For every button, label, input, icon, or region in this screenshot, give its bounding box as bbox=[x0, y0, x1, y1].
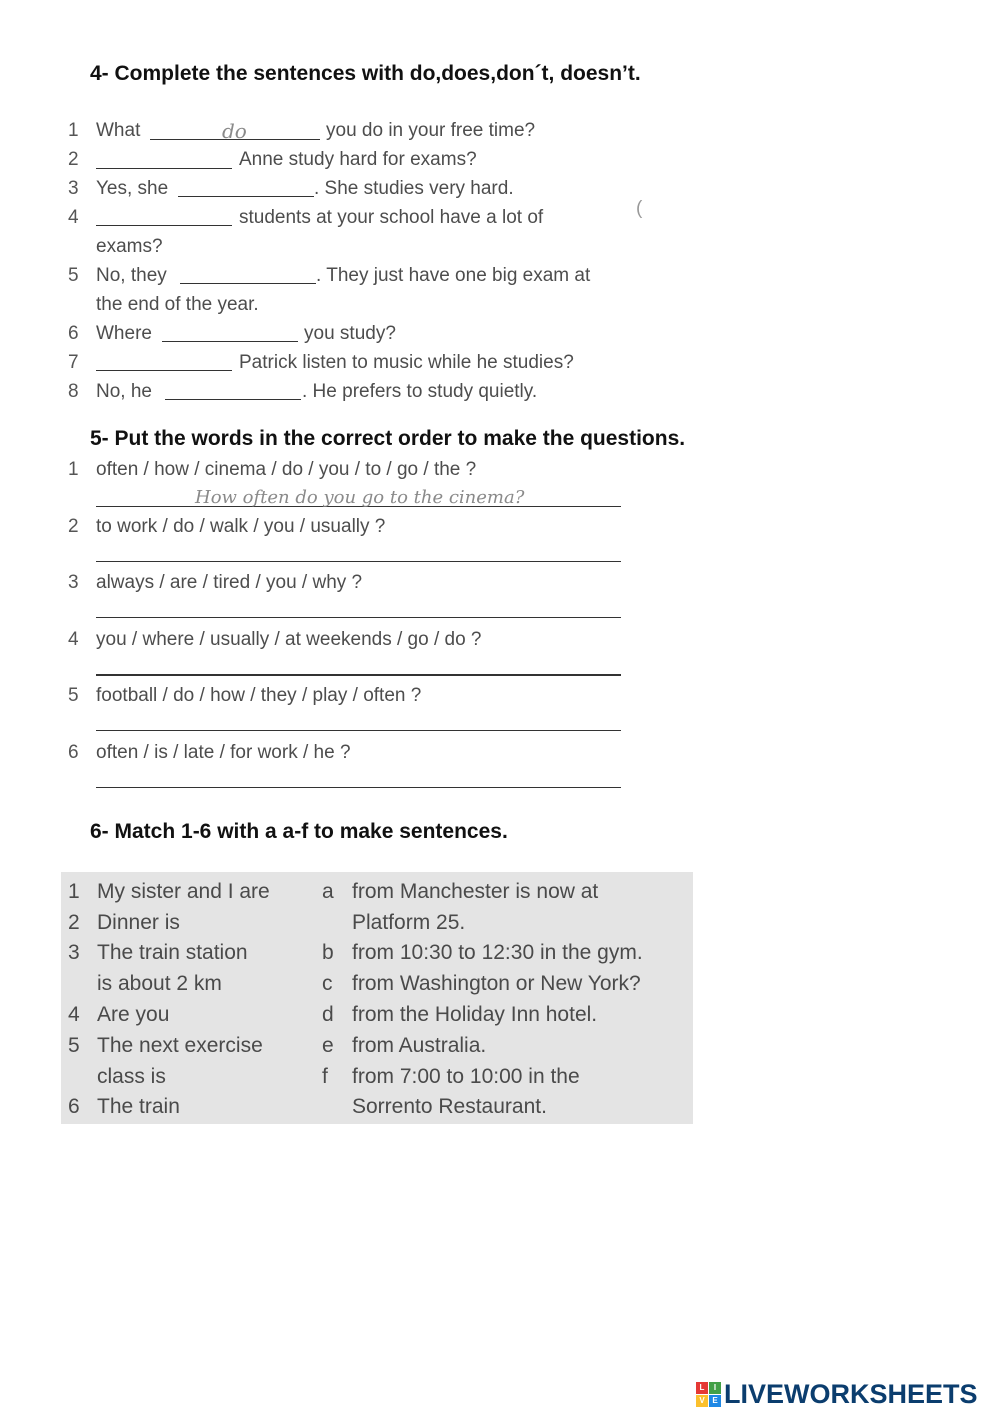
ex4-item-text: Where bbox=[96, 323, 152, 344]
ex5-words: to work / do / walk / you / usually ? bbox=[96, 516, 386, 537]
match-right-letter: a bbox=[322, 880, 334, 903]
ex5-answer-line-3[interactable] bbox=[96, 617, 621, 618]
ex4-item-number: 6 bbox=[68, 323, 79, 344]
ex4-item-text: Yes, she bbox=[96, 178, 169, 199]
ex4-item-text: Patrick listen to music while he studies? bbox=[239, 352, 574, 373]
ex4-blank-5[interactable] bbox=[180, 283, 316, 284]
match-left-number: 2 bbox=[68, 911, 80, 934]
logo-text: LIVEWORKSHEETS bbox=[724, 1379, 978, 1409]
exercise-6-title: 6- Match 1-6 with a a-f to make sentences. bbox=[90, 820, 508, 843]
ex4-item-continuation: the end of the year. bbox=[96, 294, 259, 315]
match-right-text: from 10:30 to 12:30 in the gym. bbox=[352, 941, 643, 964]
ex4-blank-2[interactable] bbox=[96, 168, 232, 169]
ex5-words: football / do / how / they / play / often ? bbox=[96, 685, 422, 706]
match-left-text: The train bbox=[97, 1095, 180, 1118]
match-left-number: 1 bbox=[68, 880, 80, 903]
logo-letter-v: V bbox=[696, 1395, 708, 1407]
ex4-blank-7[interactable] bbox=[96, 370, 232, 371]
match-right-letter: d bbox=[322, 1003, 334, 1026]
ex4-item-text: No, they bbox=[96, 265, 167, 286]
exercise-5-title: 5- Put the words in the correct order to make the questions. bbox=[90, 427, 686, 450]
match-right-letter: e bbox=[322, 1034, 334, 1057]
match-left-text-cont: class is bbox=[97, 1065, 166, 1088]
ex5-answer-line-6[interactable] bbox=[96, 787, 621, 788]
match-right-text: from the Holiday Inn hotel. bbox=[352, 1003, 598, 1026]
match-right-text-cont: Sorrento Restaurant. bbox=[352, 1095, 547, 1118]
ex4-item-number: 1 bbox=[68, 120, 79, 141]
match-left-text: Are you bbox=[97, 1003, 170, 1026]
match-left-number: 3 bbox=[68, 941, 80, 964]
match-right-text: from Manchester is now at bbox=[352, 880, 599, 903]
ex5-item-number: 2 bbox=[68, 516, 79, 537]
ex5-answer-line-5[interactable] bbox=[96, 730, 621, 731]
match-left-number: 4 bbox=[68, 1003, 80, 1026]
ex4-item-text: What bbox=[96, 120, 141, 141]
liveworksheets-logo bbox=[696, 1379, 978, 1410]
match-left-number: 5 bbox=[68, 1034, 80, 1057]
ex5-words: you / where / usually / at weekends / go / do ? bbox=[96, 629, 482, 650]
ex5-words: often / how / cinema / do / you / to / go / the ? bbox=[96, 459, 477, 480]
ex5-item-number: 3 bbox=[68, 572, 79, 593]
match-left-text-cont: is about 2 km bbox=[97, 972, 222, 995]
ex5-words: always / are / tired / you / why ? bbox=[96, 572, 363, 593]
ex4-item-text: No, he bbox=[96, 381, 152, 402]
ex4-item-text: . He prefers to study quietly. bbox=[302, 381, 538, 402]
ex4-blank-6[interactable] bbox=[162, 341, 298, 342]
ex5-answer-1: How often do you go to the cinema? bbox=[195, 487, 525, 508]
ex4-item-text: . They just have one big exam at bbox=[316, 265, 591, 286]
logo-letter-i: I bbox=[709, 1382, 721, 1394]
match-right-letter: b bbox=[322, 941, 334, 964]
match-left-text: My sister and I are bbox=[97, 880, 270, 903]
ex5-words: often / is / late / for work / he ? bbox=[96, 742, 351, 763]
ex4-item-number: 7 bbox=[68, 352, 79, 373]
match-left-number: 6 bbox=[68, 1095, 80, 1118]
match-right-text: from Australia. bbox=[352, 1034, 487, 1057]
ex4-item-text: . She studies very hard. bbox=[314, 178, 514, 199]
match-left-text: Dinner is bbox=[97, 911, 180, 934]
ex4-blank-8[interactable] bbox=[165, 399, 301, 400]
ex4-item-number: 2 bbox=[68, 149, 79, 170]
match-right-text: from 7:00 to 10:00 in the bbox=[352, 1065, 580, 1088]
ex4-item-number: 4 bbox=[68, 207, 79, 228]
logo-grid-icon bbox=[696, 1382, 721, 1407]
match-right-text-cont: Platform 25. bbox=[352, 911, 466, 934]
ex4-item-text: Anne study hard for exams? bbox=[239, 149, 477, 170]
logo-letter-e: E bbox=[709, 1395, 721, 1407]
ex4-item-text: you study? bbox=[304, 323, 396, 344]
ex4-item-number: 3 bbox=[68, 178, 79, 199]
match-right-letter: f bbox=[322, 1065, 328, 1088]
exercise-4-title: 4- Complete the sentences with do,does,don´t, doesn’t. bbox=[90, 62, 641, 85]
ex4-item-continuation: exams? bbox=[96, 236, 163, 257]
ex5-item-number: 4 bbox=[68, 629, 79, 650]
ex5-item-number: 5 bbox=[68, 685, 79, 706]
ex5-item-number: 6 bbox=[68, 742, 79, 763]
match-left-text: The next exercise bbox=[97, 1034, 263, 1057]
ex4-item-number: 5 bbox=[68, 265, 79, 286]
ex5-item-number: 1 bbox=[68, 459, 79, 480]
ex4-answer-1: do bbox=[222, 119, 247, 143]
ex5-answer-line-2[interactable] bbox=[96, 561, 621, 562]
stray-mark: ( bbox=[636, 198, 643, 219]
logo-letter-l: L bbox=[696, 1382, 708, 1394]
match-right-text: from Washington or New York? bbox=[352, 972, 641, 995]
ex4-item-text: students at your school have a lot of bbox=[239, 207, 544, 228]
ex5-answer-line-4[interactable] bbox=[96, 674, 621, 676]
match-left-text: The train station bbox=[97, 941, 248, 964]
ex4-item-number: 8 bbox=[68, 381, 79, 402]
match-right-letter: c bbox=[322, 972, 333, 995]
ex4-item-text: you do in your free time? bbox=[326, 120, 536, 141]
ex4-blank-3[interactable] bbox=[178, 196, 314, 197]
ex4-blank-4[interactable] bbox=[96, 225, 232, 226]
